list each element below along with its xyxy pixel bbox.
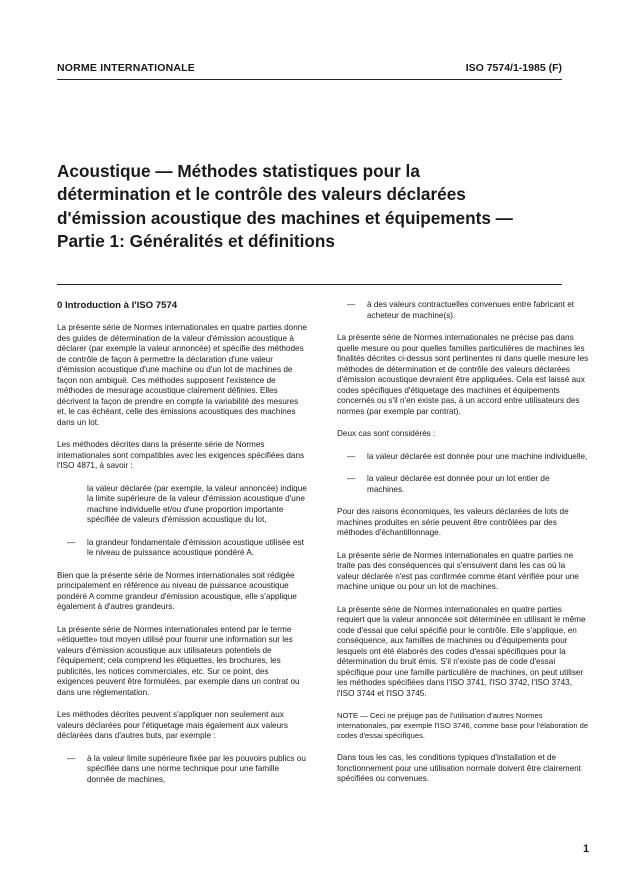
page-header [57, 62, 562, 76]
dash-mark: — [67, 537, 76, 547]
intro-paragraph-1: La présente série de Normes internationales en quatre parties donne des guides de détermination de la valeur d'émission acoustique à déclarer (par exemple la valeur annoncée) et spécifie des méthodes de contrôle de façon à permettre la déclaration d'une valeur d'émission acoustique d'une machine ou d'un lot de machines de façon non ambiguë. Ces méthodes supposent l'existence de méthodes de mesurage acoustique clairement définies. Elles décrivent la façon de prendre en compte la variabilité des mesures et, le cas échéant, celle des émissions acoustiques des machines dans un lot. [57, 323, 307, 427]
dash-mark: — [347, 474, 356, 483]
page-number: 1 [583, 843, 590, 855]
scope-paragraph-2: Deux cas sont considérés : [337, 429, 436, 438]
dash-mark: — [347, 300, 356, 309]
list-item-sound-power [57, 538, 307, 559]
list-item-batch [337, 474, 589, 495]
scope-paragraph-4: La présente série de Normes internationales en quatre parties ne traite pas des conséquences qui s'ensuivent dans les cas où la valeur déclarée n'est pas confirmée comme étant vérifiée pour une machine unique ou pour un lot de machines. [337, 550, 579, 591]
right-column [337, 300, 589, 785]
scope-paragraph-5: La présente série de Normes internationales en quatre parties requiert que la valeur annoncée soit déterminée en utilisant le même code d'essai que celui spécifié pour le contrôle. Elle s'applique, en conséquence, aux familles de machines ou d'équipements pour lesquels ont été élaborés des codes d'essai spécifiques pour la détermination du bruit émis. S'il n'existe pas de code d'essai spécifique pour une famille particulière de machines, on peut utiliser les méthodes spécifiées dans l'ISO 3741, l'ISO 3742, l'ISO 3743, l'ISO 3744 et l'ISO 3745. [337, 604, 586, 698]
scope-paragraph-1: La présente série de Normes internationales ne précise pas dans quelle mesure ou pour quelles familles particulières de machines les finalités décrites ci-dessus sont pertinentes ni dans quelle mesure les méthodes de détermination et de contrôle des valeurs déclarées d'émission acoustique devraient être appliquées. Cela est laissé aux codes spécifiques d'étiquetage des machines et équipements concernés ou s'il n'en existe pas, à un accord entre utilisateurs des normes (par exemple par contrat). [337, 333, 589, 416]
left-column [57, 300, 307, 785]
intro-paragraph-5: Les méthodes décrites peuvent s'appliquer non seulement aux valeurs déclarées pour l'étiquetage mais également aux valeurs déclarées dans d'autres buts, par exemple : [57, 710, 288, 740]
title-line-1: Acoustique — Méthodes statistiques pour la [57, 161, 420, 181]
document-title [57, 160, 567, 253]
list-item-text: à des valeurs contractuelles convenues entre fabricant et acheteur de machine(s). [367, 300, 575, 320]
dash-mark: — [347, 451, 356, 461]
title-line-2: détermination et le contrôle des valeurs déclarées [57, 184, 466, 205]
list-item-text: à la valeur limite supérieure fixée par les pouvoirs publics ou spécifiée dans une norme technique pour une famille donnée de machines, [87, 753, 306, 784]
intro-paragraph-2: Les méthodes décrites dans la présente série de Normes internationales sont compatibles avec les exigences spécifiées dans l'ISO 4871, à savoir : [57, 440, 305, 470]
title-rule [57, 284, 562, 285]
scope-paragraph-3: Pour des raisons économiques, les valeurs déclarées de lots de machines produites en série peuvent être contrôlées par des méthodes d'échantillonnage. [337, 507, 569, 537]
list-item-text: la valeur déclarée est donnée pour une machine individuelle, [367, 451, 588, 461]
header-standard-number: ISO 7574/1-1985 (F) [465, 62, 562, 74]
header-standard-type: NORME INTERNATIONALE [57, 62, 195, 74]
title-line-3: d'émission acoustique des machines et équipements — [57, 207, 513, 228]
title-line-4: Partie 1: Généralités et définitions [57, 230, 335, 251]
scope-paragraph-6: Dans tous les cas, les conditions typiques d'installation et de fonctionnement pour une utilisation normale doivent être clairement spécifiées ou convenues. [337, 753, 581, 783]
header-rule [57, 79, 562, 80]
intro-paragraph-4: La présente série de Normes internationales entend par le terme «étiquette» tout moyen utilisé pour fournir une information sur les valeurs d'émission acoustique aux utilisateurs potentiels de l'équipement; cela comprend les étiquettes, les brochures, les publicités, les notices commerciales, etc. Sur ce point, des exigences peuvent être formulées, par exemple dans un contrat ou dans une réglementation. [57, 624, 300, 697]
list-item-individual-machine [337, 452, 589, 463]
list-item-limit-value [57, 754, 307, 786]
list-item-text: la valeur déclarée est donnée pour un lot entier de machines. [367, 474, 550, 494]
section-heading-introduction: 0 Introduction à l'ISO 7574 [57, 300, 178, 311]
list-item-contractual-values [337, 300, 589, 321]
intro-paragraph-3: Bien que la présente série de Normes internationales soit rédigée principalement en référence au niveau de puissance acoustique pondéré A comme grandeur d'émission acoustique, elle s'applique également à d'autres grandeurs. [57, 570, 297, 611]
dash-mark: — [67, 753, 76, 763]
note: NOTE — Ceci ne préjuge pas de l'utilisation d'autres Normes internationales, par exemple l'ISO 3746, comme base pour l'élaboration de codes d'essai spécifiques. [337, 711, 589, 740]
list-item-text: la grandeur fondamentale d'émission acoustique utilisée est le niveau de puissance acoustique pondéré A. [87, 537, 304, 557]
requirement-declared-value: la valeur déclarée (par exemple, la valeur annoncée) indique la limite supérieure de la valeur d'émission acoustique d'une machine individuelle et/ou d'une proportion importante spécifiée de valeurs d'émission acoustique du lot, [87, 483, 307, 524]
